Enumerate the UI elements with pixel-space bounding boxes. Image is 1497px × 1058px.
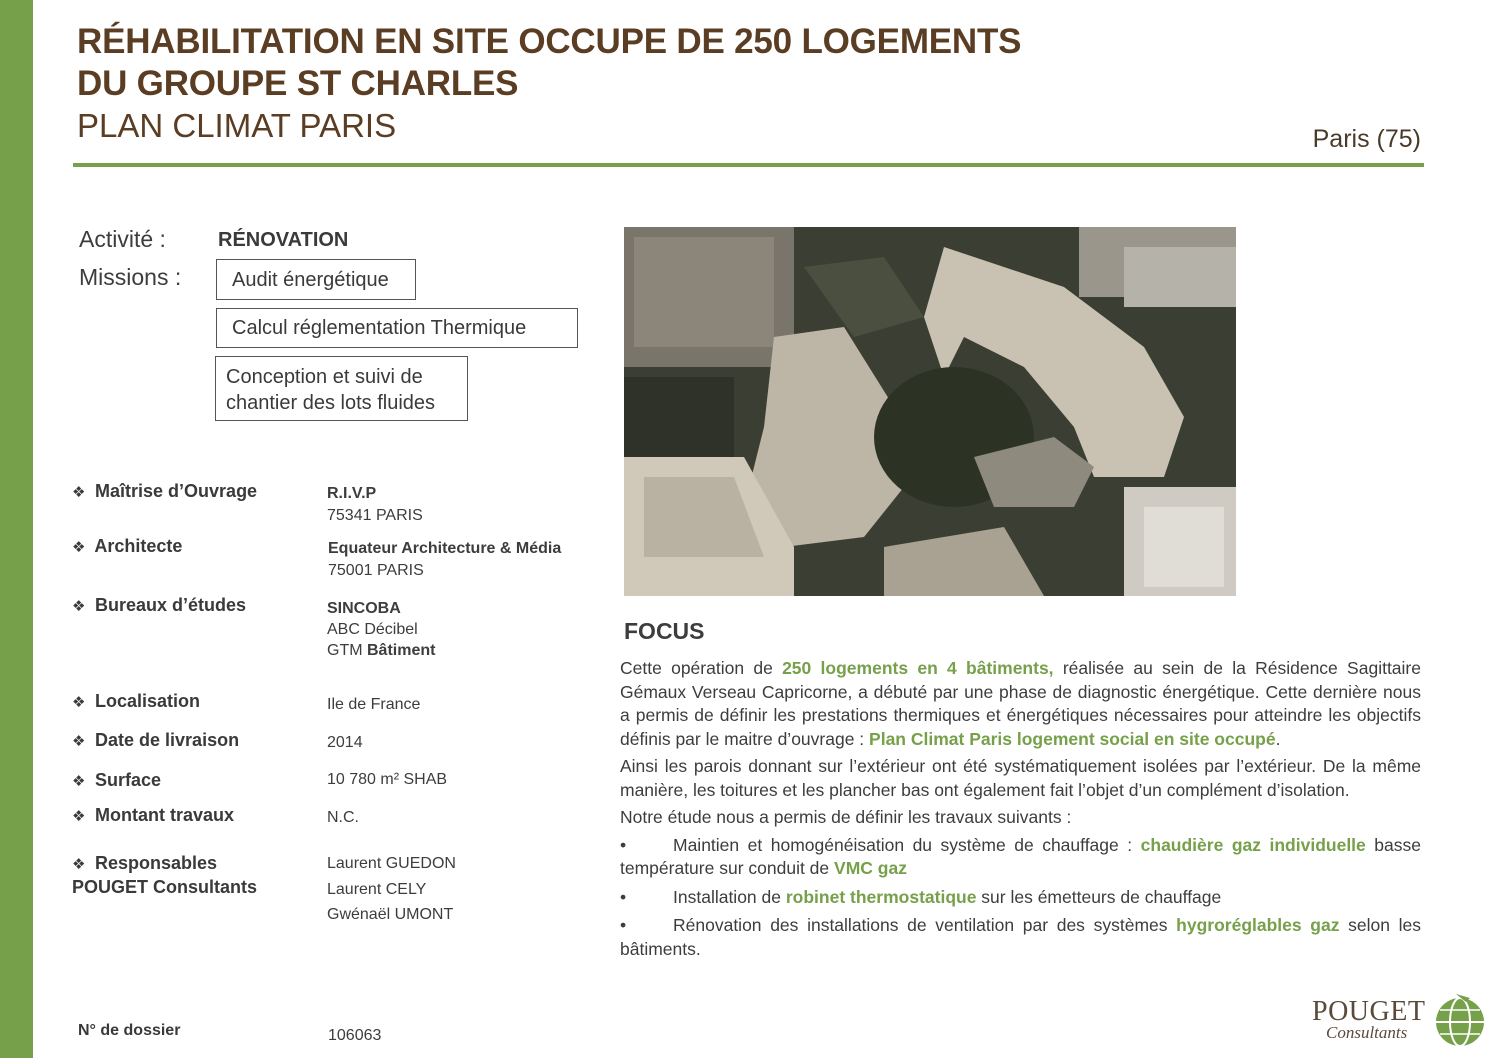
architecte-name: Equateur Architecture & Média (328, 540, 562, 557)
missions-label: Missions : (79, 264, 182, 290)
montant-label: ❖ Montant travaux (72, 805, 235, 825)
responsable-3: Gwénaël UMONT (327, 906, 454, 923)
date-label: ❖ Date de livraison (72, 730, 240, 750)
focus-paragraph-3: Notre étude nous a permis de définir les travaux suivants : (620, 807, 1072, 827)
header-divider (73, 163, 1424, 167)
diamond-bullet-icon: ❖ (72, 856, 86, 873)
focus-title: FOCUS (624, 618, 705, 644)
logo-name: POUGET (1312, 996, 1426, 1027)
dossier-label: N° de dossier (78, 1022, 181, 1039)
surface-value: 10 780 m² SHAB (327, 771, 448, 788)
bureaux-2: ABC Décibel (327, 621, 418, 638)
maitrise-value (327, 483, 423, 527)
title-line-2: DU GROUPE ST CHARLES (77, 64, 519, 103)
logo-sub: Consultants (1326, 1023, 1408, 1042)
architecte-label: ❖ Architecte (72, 536, 183, 556)
responsables-value (327, 851, 456, 928)
localisation-value: Ile de France (327, 696, 421, 713)
mission-audit-text: Audit énergétique (232, 269, 389, 291)
architecte-value (328, 538, 561, 582)
bureaux-3: GTM Bâtiment (327, 642, 436, 659)
location-label: Paris (75) (1312, 125, 1421, 153)
mission-conception-box (215, 356, 468, 421)
diamond-bullet-icon: ❖ (72, 808, 86, 825)
diamond-bullet-icon: ❖ (72, 773, 86, 790)
diamond-bullet-icon: ❖ (72, 694, 86, 711)
bullet-dot-icon: • (620, 915, 627, 935)
bullet-dot-icon: • (620, 886, 627, 907)
focus-body (620, 657, 1421, 966)
bureaux-label: ❖ Bureaux d’études (72, 595, 247, 615)
maitrise-city: 75341 PARIS (327, 507, 423, 524)
mission-conception-line-1: Conception et suivi de (226, 366, 423, 388)
surface-label: ❖ Surface (72, 770, 162, 790)
focus-bullet-3: • Rénovation des installations de ventilation par des systèmes hygroréglables gaz selon les bâtiments. (620, 915, 1421, 959)
focus-paragraph-2: Ainsi les parois donnant sur l’extérieur ont été systématiquement isolées par l’extérieur. De la même manière, les toitures et les plancher bas ont également fait l’objet d’un complément d’isolation. (620, 756, 1421, 800)
focus-bullet-1: • Maintien et homogénéisation du système de chauffage : chaudière gaz individuelle basse température sur conduit de VMC gaz (620, 834, 1421, 878)
responsable-2: Laurent CELY (327, 880, 427, 898)
focus-bullet-2: • Installation de robinet thermostatique sur les émetteurs de chauffage (620, 886, 1421, 910)
architecte-city: 75001 PARIS (328, 562, 424, 579)
globe-icon (1430, 992, 1490, 1050)
montant-value: N.C. (327, 809, 359, 826)
date-value: 2014 (327, 734, 363, 751)
pouget-logo (1312, 992, 1492, 1052)
bullet-dot-icon: • (620, 834, 627, 855)
mission-calcul-box (216, 308, 578, 348)
subtitle: PLAN CLIMAT PARIS (77, 107, 397, 144)
localisation-label: ❖ Localisation (72, 691, 201, 711)
mission-calcul-text: Calcul réglementation Thermique (232, 317, 527, 339)
activity-value: RÉNOVATION (218, 229, 349, 251)
aerial-photo (624, 227, 1236, 596)
activity-label: Activité : (79, 226, 166, 252)
bureaux-value (327, 598, 435, 661)
diamond-bullet-icon: ❖ (72, 484, 86, 501)
diamond-bullet-icon: ❖ (72, 733, 86, 750)
diamond-bullet-icon: ❖ (72, 539, 86, 556)
dossier-value: 106063 (328, 1027, 382, 1044)
responsables-label: ❖ Responsables POUGET Consultants (72, 853, 258, 897)
title-line-1: RÉHABILITATION EN SITE OCCUPE DE 250 LOGEMENTS (77, 22, 1022, 61)
focus-paragraph-1: Cette opération de 250 logements en 4 bâtiments, réalisée au sein de la Résidence Sagittaire Gémaux Verseau Capricorne, a débuté par une phase de diagnostic énergétique. Cette dernière nous a permis de définir les prestations thermiques et énergétiques nécessaires pour atteindre les objectifs définis par le maitre d’ouvrage : Plan Climat Paris logement social en site occupé. (620, 658, 1421, 749)
diamond-bullet-icon: ❖ (72, 598, 86, 615)
bureaux-1: SINCOBA (327, 600, 401, 617)
maitrise-name: R.I.V.P (327, 485, 377, 502)
maitrise-label: ❖ Maîtrise d’Ouvrage (72, 481, 258, 501)
responsable-1: Laurent GUEDON (327, 855, 456, 872)
mission-conception-line-2: chantier des lots fluides (226, 392, 436, 414)
mission-audit-box (216, 259, 416, 300)
side-accent-bar (0, 0, 33, 1058)
